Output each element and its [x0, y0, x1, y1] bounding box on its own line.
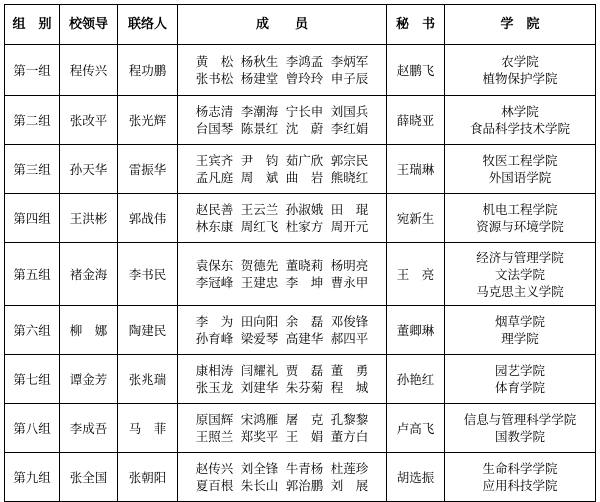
member-line	[178, 169, 386, 186]
member-name: 赵传兴	[195, 461, 234, 476]
college-name: 烟草学院	[494, 314, 545, 329]
contact-cell: 李书民	[118, 243, 178, 306]
member-line	[178, 460, 386, 477]
college-name: 信息与管理科学学院	[463, 412, 577, 427]
member-name: 原国辉	[195, 412, 234, 427]
table-row	[5, 145, 596, 194]
member-line	[178, 330, 386, 347]
group-cell: 第三组	[5, 145, 60, 194]
member-name: 牛青杨	[285, 461, 324, 476]
college-name: 机电工程学院	[482, 202, 558, 217]
header-secretary: 秘 书	[387, 5, 445, 45]
secretary-cell: 宛新生	[387, 194, 445, 243]
member-name: 陈景红	[240, 121, 279, 136]
leader-cell: 柳 娜	[60, 306, 118, 355]
secretary-cell: 王瑞琳	[387, 145, 445, 194]
college-name: 食品科学技术学院	[469, 121, 570, 136]
member-name: 高建华	[285, 331, 324, 346]
college-name: 外国语学院	[488, 170, 552, 185]
group-cell: 第七组	[5, 355, 60, 404]
member-name: 杨建堂	[240, 71, 279, 86]
college-cell	[445, 194, 596, 243]
header-leader: 校领导	[60, 5, 118, 45]
member-name: 郭治鹏	[285, 478, 324, 493]
table-row	[5, 355, 596, 404]
contact-cell: 张朝阳	[118, 453, 178, 502]
college-cell	[445, 404, 596, 453]
member-name: 李 为	[195, 314, 234, 329]
member-name: 申子辰	[330, 71, 369, 86]
members-cell	[178, 96, 387, 145]
college-cell	[445, 306, 596, 355]
member-line	[178, 257, 386, 274]
college-name: 理学院	[501, 331, 539, 346]
member-name: 周红飞	[240, 219, 279, 234]
member-name: 刘 展	[330, 478, 369, 493]
college-cell	[445, 243, 596, 306]
secretary-cell: 董卿琳	[387, 306, 445, 355]
member-line	[178, 218, 386, 235]
leader-cell: 褚金海	[60, 243, 118, 306]
header-college: 学 院	[445, 5, 596, 45]
group-cell: 第八组	[5, 404, 60, 453]
member-name: 杨志清	[195, 104, 234, 119]
member-name: 熊晓红	[330, 170, 369, 185]
member-name: 曹永甲	[330, 275, 369, 290]
secretary-cell: 赵鹏飞	[387, 45, 445, 96]
member-name: 林东康	[195, 219, 234, 234]
group-cell: 第九组	[5, 453, 60, 502]
member-name: 茹广欣	[285, 153, 324, 168]
member-name: 李冠峰	[195, 275, 234, 290]
secretary-cell: 薛晓亚	[387, 96, 445, 145]
member-name: 杜莲珍	[330, 461, 369, 476]
member-name: 郝四平	[330, 331, 369, 346]
member-name: 沈 蔚	[285, 121, 324, 136]
member-name: 赵民善	[195, 202, 234, 217]
member-line	[178, 152, 386, 169]
member-name: 王云兰	[240, 202, 279, 217]
college-name: 林学院	[501, 104, 539, 119]
member-name: 杨明亮	[330, 258, 369, 273]
contact-cell: 程功鹏	[118, 45, 178, 96]
member-line	[178, 379, 386, 396]
member-line	[178, 313, 386, 330]
member-name: 贺德先	[240, 258, 279, 273]
member-name: 王照兰	[195, 429, 234, 444]
leader-cell: 王洪彬	[60, 194, 118, 243]
contact-cell: 马 菲	[118, 404, 178, 453]
table-header-row	[5, 5, 596, 45]
member-name: 周开元	[330, 219, 369, 234]
table-row	[5, 45, 596, 96]
member-name: 宁长申	[285, 104, 324, 119]
header-members: 成 员	[178, 5, 387, 45]
member-name: 曾玲玲	[285, 71, 324, 86]
secretary-cell: 胡选振	[387, 453, 445, 502]
member-name: 夏百根	[195, 478, 234, 493]
member-name: 黄 松	[195, 54, 234, 69]
members-cell	[178, 45, 387, 96]
college-name: 应用科技学院	[482, 478, 558, 493]
table-body	[5, 45, 596, 502]
member-name: 张书松	[195, 71, 234, 86]
member-line	[178, 120, 386, 137]
member-name: 梁爱琴	[240, 331, 279, 346]
group-assignment-table	[4, 4, 596, 502]
college-name: 园艺学院	[494, 363, 545, 378]
contact-cell: 陶建民	[118, 306, 178, 355]
member-name: 曲 岩	[285, 170, 324, 185]
member-name: 刘建华	[240, 380, 279, 395]
member-name: 董晓莉	[285, 258, 324, 273]
group-cell: 第五组	[5, 243, 60, 306]
member-name: 田向阳	[240, 314, 279, 329]
member-name: 王建忠	[240, 275, 279, 290]
table-row	[5, 194, 596, 243]
college-name: 经济与管理学院	[476, 249, 564, 265]
member-name: 李红娟	[330, 121, 369, 136]
college-name: 牧医工程学院	[482, 153, 558, 168]
group-cell: 第六组	[5, 306, 60, 355]
leader-cell: 张改平	[60, 96, 118, 145]
college-cell	[445, 45, 596, 96]
leader-cell: 谭金芳	[60, 355, 118, 404]
member-name: 孙淑娥	[285, 202, 324, 217]
table-row	[5, 306, 596, 355]
member-name: 袁保东	[195, 258, 234, 273]
member-name: 杨秋生	[240, 54, 279, 69]
college-cell	[445, 355, 596, 404]
member-name: 贾 磊	[285, 363, 324, 378]
contact-cell: 张兆瑞	[118, 355, 178, 404]
members-cell	[178, 404, 387, 453]
contact-cell: 郭战伟	[118, 194, 178, 243]
member-name: 屠 克	[285, 412, 324, 427]
member-name: 李 坤	[285, 275, 324, 290]
member-name: 李潮海	[240, 104, 279, 119]
members-cell	[178, 355, 387, 404]
member-line	[178, 53, 386, 70]
member-name: 王 娟	[285, 429, 324, 444]
college-cell	[445, 96, 596, 145]
member-name: 孙育峰	[195, 331, 234, 346]
member-name: 朱长山	[240, 478, 279, 493]
leader-cell: 孙天华	[60, 145, 118, 194]
member-line	[178, 362, 386, 379]
college-name: 马克思主义学院	[476, 283, 564, 299]
member-name: 康相涛	[195, 363, 234, 378]
member-line	[178, 477, 386, 494]
contact-cell: 张光辉	[118, 96, 178, 145]
member-name: 张玉龙	[195, 380, 234, 395]
member-line	[178, 103, 386, 120]
member-name: 孔黎黎	[330, 412, 369, 427]
college-name: 国教学院	[494, 429, 545, 444]
member-name: 台国琴	[195, 121, 234, 136]
members-cell	[178, 194, 387, 243]
member-name: 尹 钧	[240, 153, 279, 168]
member-name: 刘国兵	[330, 104, 369, 119]
secretary-cell: 孙艳红	[387, 355, 445, 404]
group-cell: 第四组	[5, 194, 60, 243]
members-cell	[178, 453, 387, 502]
member-name: 程 城	[330, 380, 369, 395]
table-row	[5, 453, 596, 502]
college-name: 农学院	[501, 54, 539, 69]
leader-cell: 张全国	[60, 453, 118, 502]
member-name: 董 勇	[330, 363, 369, 378]
secretary-cell: 卢高飞	[387, 404, 445, 453]
table-row	[5, 96, 596, 145]
members-cell	[178, 243, 387, 306]
table-row	[5, 404, 596, 453]
table-row	[5, 243, 596, 306]
member-name: 孟凡庭	[195, 170, 234, 185]
members-cell	[178, 306, 387, 355]
member-name: 田 琨	[330, 202, 369, 217]
group-cell: 第一组	[5, 45, 60, 96]
member-name: 郭宗民	[330, 153, 369, 168]
member-line	[178, 428, 386, 445]
member-name: 周 斌	[240, 170, 279, 185]
contact-cell: 雷振华	[118, 145, 178, 194]
member-name: 李鸿孟	[285, 54, 324, 69]
member-name: 郑奖平	[240, 429, 279, 444]
member-name: 王宾齐	[195, 153, 234, 168]
secretary-cell: 王 亮	[387, 243, 445, 306]
member-name: 李炳军	[330, 54, 369, 69]
leader-cell: 李成吾	[60, 404, 118, 453]
college-name: 生命科学学院	[482, 461, 558, 476]
member-name: 宋鸿雁	[240, 412, 279, 427]
member-name: 董方白	[330, 429, 369, 444]
member-name: 朱芬菊	[285, 380, 324, 395]
college-cell	[445, 453, 596, 502]
member-name: 邓俊锋	[330, 314, 369, 329]
member-line	[178, 274, 386, 291]
member-line	[178, 201, 386, 218]
member-line	[178, 70, 386, 87]
college-name: 体育学院	[494, 380, 545, 395]
header-contact: 联络人	[118, 5, 178, 45]
college-cell	[445, 145, 596, 194]
member-name: 余 磊	[285, 314, 324, 329]
member-name: 杜家方	[285, 219, 324, 234]
college-name: 文法学院	[494, 266, 545, 282]
member-line	[178, 411, 386, 428]
member-name: 刘全锋	[240, 461, 279, 476]
header-group: 组 别	[5, 5, 60, 45]
member-name: 闫耀礼	[240, 363, 279, 378]
college-name: 植物保护学院	[482, 71, 558, 86]
college-name: 资源与环境学院	[476, 219, 564, 234]
leader-cell: 程传兴	[60, 45, 118, 96]
members-cell	[178, 145, 387, 194]
group-cell: 第二组	[5, 96, 60, 145]
